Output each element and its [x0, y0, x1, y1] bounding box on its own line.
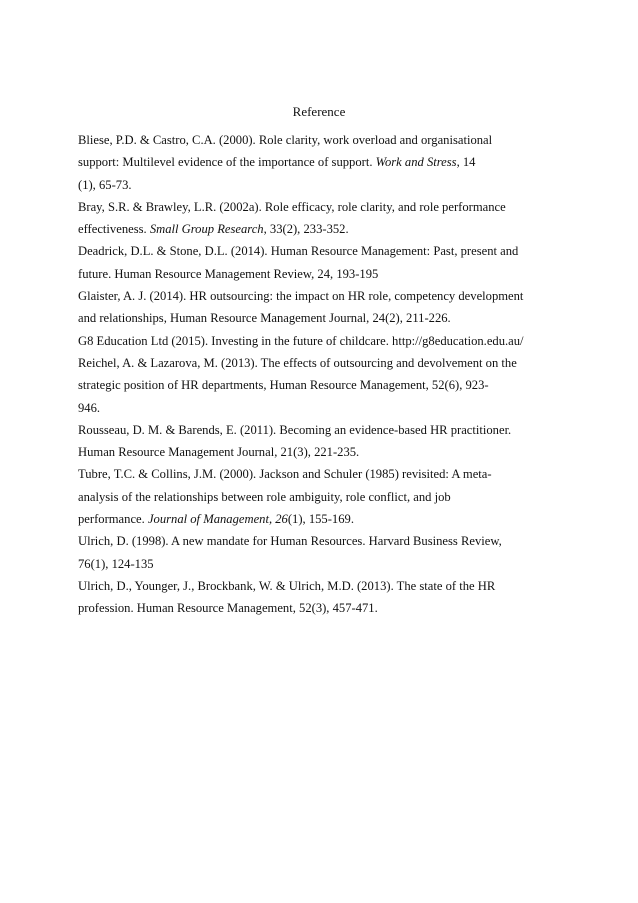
reference-line	[78, 129, 564, 151]
reference-line	[78, 419, 564, 441]
page-title: Reference	[292, 104, 346, 119]
reference-line	[78, 196, 564, 218]
reference-line	[78, 575, 564, 597]
reference-text: Reichel, A. & Lazarova, M. (2013). The effects of outsourcing and devolvement on the	[78, 355, 517, 370]
reference-text: effectiveness.	[78, 222, 150, 237]
reference-entry	[78, 196, 564, 241]
reference-line	[78, 352, 564, 374]
reference-entry	[78, 463, 564, 530]
reference-line	[78, 330, 564, 352]
reference-text: Bray, S.R. & Brawley, L.R. (2002a). Role efficacy, role clarity, and role performance	[78, 199, 506, 214]
reference-line	[78, 486, 564, 508]
reference-text: profession. Human Resource Management, 52(3), 457-471.	[78, 601, 378, 616]
reference-text: performance.	[78, 512, 148, 527]
reference-text: G8 Education Ltd (2015). Investing in the future of childcare. http://g8education.edu.au/	[78, 333, 524, 348]
reference-line	[78, 263, 564, 285]
reference-entry	[78, 330, 564, 352]
reference-line	[78, 307, 564, 329]
reference-italic-text: Journal of Management, 26	[147, 512, 288, 527]
reference-line	[78, 463, 564, 485]
reference-text: analysis of the relationships between role ambiguity, role conflict, and job	[78, 489, 451, 504]
reference-line	[78, 530, 564, 552]
reference-text: Ulrich, D. (1998). A new mandate for Human Resources. Harvard Business Review,	[78, 534, 502, 549]
reference-text: Human Resource Management Journal, 21(3), 221-235.	[78, 445, 360, 460]
reference-line	[78, 174, 564, 196]
reference-list	[78, 129, 564, 620]
reference-entry	[78, 240, 564, 285]
reference-text: Rousseau, D. M. & Barends, E. (2011). Becoming an evidence-based HR practitioner.	[78, 422, 512, 437]
reference-line	[78, 151, 564, 173]
reference-text: Bliese, P.D. & Castro, C.A. (2000). Role clarity, work overload and organisational	[78, 133, 493, 147]
reference-entry	[78, 285, 564, 330]
reference-text: support: Multilevel evidence of the importance of support.	[78, 155, 376, 170]
reference-text: Glaister, A. J. (2014). HR outsourcing: the impact on HR role, competency development	[78, 289, 524, 304]
reference-line	[78, 285, 564, 307]
reference-line	[78, 397, 564, 419]
reference-entry	[78, 530, 564, 575]
reference-line	[78, 597, 564, 619]
reference-text: (1), 65-73.	[78, 177, 132, 192]
reference-text: Tubre, T.C. & Collins, J.M. (2000). Jackson and Schuler (1985) revisited: A meta-	[78, 467, 492, 482]
reference-text: 946.	[78, 400, 101, 415]
reference-text: future. Human Resource Management Review, 24, 193-195	[78, 266, 379, 281]
reference-text: , 14	[456, 155, 476, 170]
reference-text: , 33(2), 233-352.	[263, 222, 349, 237]
reference-text: 76(1), 124-135	[78, 556, 154, 571]
reference-line	[78, 508, 564, 530]
reference-line	[78, 240, 564, 262]
reference-text: (1), 155-169.	[287, 512, 354, 527]
reference-entry	[78, 352, 564, 419]
reference-line	[78, 374, 564, 396]
reference-entry	[78, 129, 564, 196]
reference-text: and relationships, Human Resource Management Journal, 24(2), 211-226.	[78, 311, 451, 326]
reference-text: Deadrick, D.L. & Stone, D.L. (2014). Human Resource Management: Past, present and	[78, 244, 519, 259]
reference-text: strategic position of HR departments, Human Resource Management, 52(6), 923-	[78, 378, 489, 393]
reference-text: Ulrich, D., Younger, J., Brockbank, W. & Ulrich, M.D. (2013). The state of the HR	[78, 578, 496, 593]
reference-entry	[78, 419, 564, 464]
reference-italic-text: Small Group Research	[149, 222, 264, 237]
reference-line	[78, 218, 564, 240]
reference-italic-text: Work and Stress	[375, 155, 457, 170]
reference-entry	[78, 575, 564, 620]
reference-line	[78, 441, 564, 463]
reference-line	[78, 553, 564, 575]
